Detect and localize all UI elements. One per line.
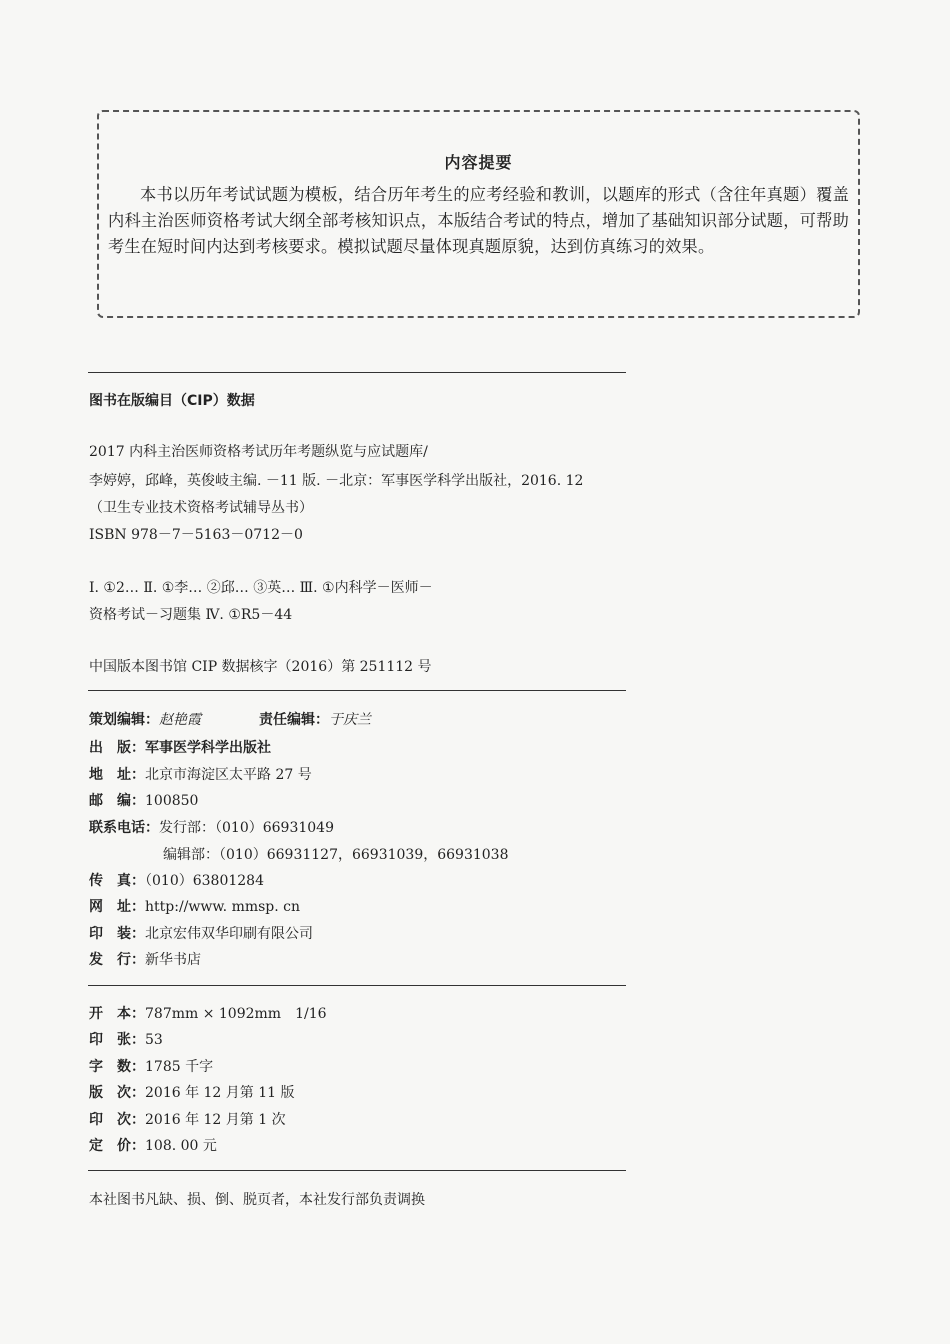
publisher-label: 出 版： (89, 740, 145, 756)
words-label: 字 数： (89, 1059, 145, 1075)
edition-value: 2016 年 12 月第 11 版 (145, 1085, 295, 1101)
format-row (89, 1003, 327, 1023)
address-row (89, 764, 312, 784)
price-row (89, 1135, 217, 1155)
notice: 本社图书凡缺、损、倒、脱页者，本社发行部负责调换 (89, 1192, 425, 1208)
divider (88, 1170, 626, 1171)
divider (88, 985, 626, 986)
sheets-row (89, 1029, 163, 1049)
distributor-label: 发 行： (89, 952, 145, 968)
fax-value: （010）63801284 (145, 873, 264, 889)
cip-class-line: 资格考试－习题集 Ⅳ. ①R5－44 (89, 607, 293, 623)
format-label: 开 本： (89, 1006, 145, 1022)
editor-name: 于庆兰 (329, 712, 371, 728)
words-value: 1785 千字 (145, 1059, 214, 1075)
url-value: http://www. mmsp. cn (145, 899, 301, 915)
cip-number: 中国版本图书馆 CIP 数据核字（2016）第 251112 号 (89, 659, 432, 675)
fax-label: 传 真： (89, 873, 145, 889)
price-value: 108. 00 元 (145, 1138, 217, 1154)
phone-dist: 发行部：（010）66931049 (159, 820, 334, 836)
printing-value: 2016 年 12 月第 1 次 (145, 1112, 286, 1128)
phone-row (89, 817, 334, 837)
words-row (89, 1056, 213, 1076)
cip-line: （卫生专业技术资格考试辅导丛书） (89, 500, 313, 516)
cip-line: 2017 内科主治医师资格考试历年考题纵览与应试题库/ (89, 444, 428, 460)
address-label: 地 址： (89, 767, 145, 783)
cip-isbn: ISBN 978－7－5163－0712－0 (89, 527, 303, 543)
divider (88, 372, 626, 373)
url-row (89, 896, 300, 916)
printer-label: 印 装： (89, 926, 145, 942)
planner-name: 赵艳霞 (159, 712, 201, 728)
edition-label: 版 次： (89, 1085, 145, 1101)
postcode-value: 100850 (145, 793, 199, 809)
planner-label: 策划编辑： (89, 712, 159, 728)
address-value: 北京市海淀区太平路 27 号 (145, 767, 312, 783)
abstract-text: 本书以历年考试试题为模板，结合历年考生的应考经验和教训，以题库的形式（含往年真题）覆盖内科主治医师资格考试大纲全部考核知识点，本版结合考试的特点，增加了基础知识部分试题，可帮助考生在短时间内达到考核要求。模拟试题尽量体现真题原貌，达到仿真练习的效果。 (108, 185, 849, 256)
cip-class-line: Ⅰ. ①2… Ⅱ. ①李… ②邱… ③英… Ⅲ. ①内科学－医师－ (89, 580, 433, 596)
postcode-row (89, 790, 198, 810)
publisher-row (89, 737, 271, 757)
edition-row (89, 1082, 295, 1102)
printer-row (89, 923, 313, 943)
distributor-row (89, 949, 201, 969)
publisher-value: 军事医学科学出版社 (145, 740, 271, 756)
fax-row (89, 870, 264, 890)
abstract-title: 内容提要 (444, 153, 513, 172)
printing-row (89, 1109, 286, 1129)
cip-heading: 图书在版编目（CIP）数据 (89, 393, 255, 409)
price-label: 定 价： (89, 1138, 145, 1154)
postcode-label: 邮 编： (89, 793, 145, 809)
sheets-label: 印 张： (89, 1032, 145, 1048)
cip-line: 李婷婷，邱峰，英俊岐主编. －11 版. －北京：军事医学科学出版社，2016. 12 (89, 473, 584, 489)
abstract-box (97, 110, 860, 318)
format-value: 787mm × 1092mm 1/16 (145, 1006, 327, 1022)
phone-label: 联系电话： (89, 820, 159, 836)
sheets-value: 53 (145, 1032, 163, 1048)
editor-label: 责任编辑： (259, 712, 329, 728)
divider (88, 690, 626, 691)
editors-row (89, 709, 371, 729)
printer-value: 北京宏伟双华印刷有限公司 (145, 926, 313, 942)
printing-label: 印 次： (89, 1112, 145, 1128)
url-label: 网 址： (89, 899, 145, 915)
distributor-value: 新华书店 (145, 952, 201, 968)
phone-edit: 编辑部：（010）66931127，66931039，66931038 (163, 847, 509, 863)
